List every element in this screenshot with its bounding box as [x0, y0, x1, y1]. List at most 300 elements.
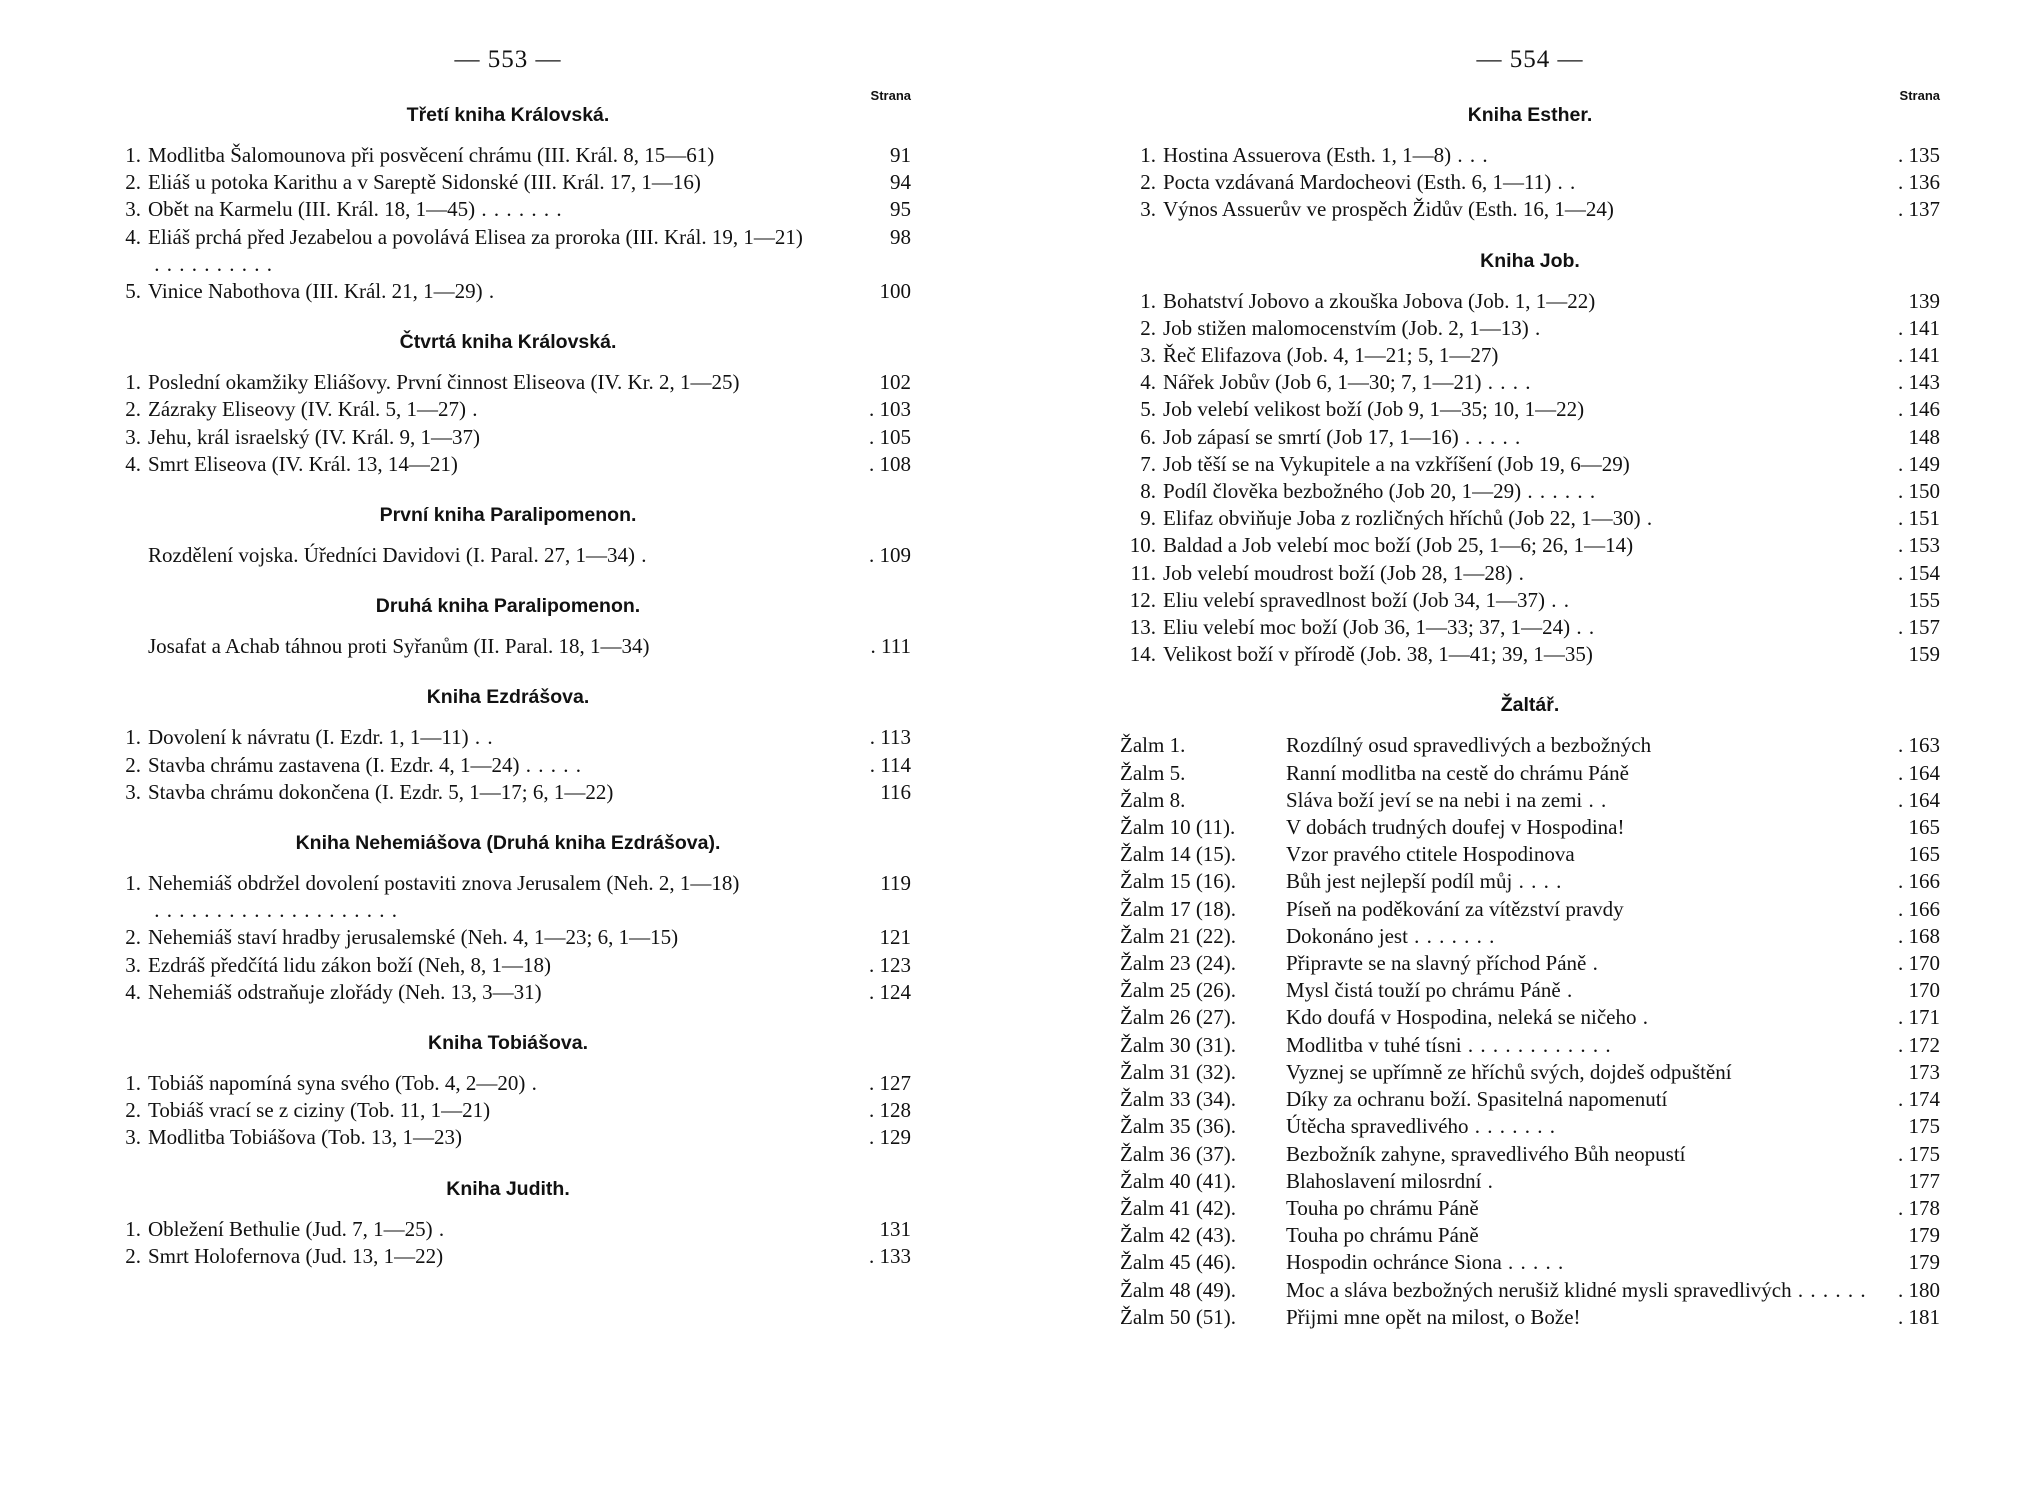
dot-leader: . . . . . . . — [1468, 1114, 1557, 1139]
entry-title — [148, 779, 859, 806]
psalm-title-text: Sláva boží jeví se na nebi i na zemi — [1286, 787, 1583, 812]
toc-section — [105, 1174, 911, 1270]
entry-number: 1. — [1140, 143, 1156, 167]
psalm-title — [1286, 1277, 1888, 1304]
entry-title — [1163, 369, 1888, 396]
psalm-page-number: 177 — [1908, 1168, 1940, 1193]
entry-page-number: . 133 — [869, 1243, 911, 1268]
entry-title-text: Tobiáš napomíná syna svého (Tob. 4, 2—20) — [148, 1071, 526, 1096]
entry-title — [148, 369, 859, 396]
dot-leader: . . . . . . — [1521, 479, 1597, 504]
psalm-title-text: Vzor pravého ctitele Hospodinova — [1286, 842, 1575, 867]
entry-number: 8. — [1140, 479, 1156, 504]
entry-number: 3. — [1140, 343, 1156, 368]
entry-number: 2. — [1140, 170, 1156, 195]
psalm-title — [1286, 1222, 1888, 1249]
entry-title — [148, 542, 859, 569]
psalm-entry — [1120, 1086, 1940, 1113]
toc-entry — [105, 369, 911, 396]
entry-title — [148, 870, 859, 924]
psalm-entry — [1120, 1141, 1940, 1168]
dot-leader: . . . . . — [1458, 424, 1522, 449]
entry-page-number: . 135 — [1898, 143, 1940, 167]
psalm-label: Žalm 35 (36). — [1120, 1114, 1237, 1139]
entry-page-number: . 128 — [869, 1098, 911, 1123]
section-title: Čtvrtá kniha Královská. — [399, 331, 617, 354]
dot-leader: . . . . . . . . . . — [148, 251, 273, 276]
psalm-title-text: Rozdílný osud spravedlivých a bezbožných — [1286, 733, 1652, 758]
psalm-title-text: Touha po chrámu Páně — [1286, 1223, 1479, 1248]
entry-number: 4. — [125, 451, 141, 476]
psalm-title — [1286, 1249, 1888, 1276]
toc-entry — [105, 979, 911, 1006]
dot-leader: . — [1512, 560, 1525, 585]
dot-leader: . . . . — [1481, 370, 1532, 395]
psalm-title-text: Touha po chrámu Páně — [1286, 1195, 1479, 1220]
psalm-title-text: V dobách trudných doufej v Hospodina! — [1286, 815, 1625, 840]
psalm-title — [1286, 732, 1888, 759]
psalm-label: Žalm 45 (46). — [1120, 1250, 1237, 1275]
psalm-title — [1286, 1004, 1888, 1031]
section-title: První kniha Paralipomenon. — [379, 504, 637, 527]
entry-number: 2. — [125, 170, 141, 195]
toc-entry — [1120, 342, 1940, 369]
psalm-title — [1286, 1141, 1888, 1168]
dot-leader: . . — [468, 725, 494, 750]
psalm-title — [1286, 1086, 1888, 1113]
dot-leader: . . . — [1451, 143, 1489, 167]
dot-leader: . — [1636, 1005, 1649, 1030]
entry-title-text: Job velebí velikost boží (Job 9, 1—35; 10, 1—22) — [1163, 397, 1585, 422]
entry-title-text: Výnos Assuerův ve prospěch Židův (Esth. 16, 1—24) — [1163, 197, 1614, 222]
psalm-title — [1286, 977, 1888, 1004]
entry-title-text: Nářek Jobův (Job 6, 1—30; 7, 1—21) — [1163, 370, 1482, 395]
entry-page-number: . 108 — [869, 451, 911, 476]
entry-page-number: . 123 — [869, 952, 911, 977]
entry-title — [1163, 196, 1888, 223]
entry-number: 1. — [125, 1216, 141, 1241]
psalm-page-number: 175 — [1908, 1114, 1940, 1139]
toc-entry — [105, 1124, 911, 1151]
entry-number: 12. — [1129, 587, 1156, 612]
toc-entry — [105, 724, 911, 751]
section-title: Kniha Nehemiášova (Druhá kniha Ezdrášova). — [295, 832, 721, 855]
psalm-entry — [1120, 1059, 1940, 1086]
entry-title — [148, 1070, 859, 1097]
toc-entry — [105, 169, 911, 196]
entry-number: 1. — [1140, 288, 1156, 313]
psalm-entry — [1120, 977, 1940, 1004]
entry-number: 9. — [1140, 506, 1156, 531]
entry-number: 1. — [125, 871, 141, 896]
entry-number: 4. — [125, 979, 141, 1004]
dot-leader: . — [466, 397, 479, 422]
psalm-page-number: . 178 — [1898, 1195, 1940, 1220]
psalm-label: Žalm 41 (42). — [1120, 1195, 1237, 1220]
psalm-label: Žalm 26 (27). — [1120, 1005, 1237, 1030]
psalm-entry — [1120, 1277, 1940, 1304]
dot-leader: . . — [1582, 787, 1608, 812]
toc-entry — [1120, 396, 1940, 423]
entry-number: 1. — [125, 370, 141, 395]
entry-page-number: . 114 — [869, 752, 911, 777]
entry-title — [1163, 614, 1888, 641]
psalm-page-number: . 170 — [1898, 951, 1940, 976]
entry-title — [148, 1216, 859, 1243]
entry-title-text: Eliu velebí moc boží (Job 36, 1—33; 37, 1—24) — [1163, 615, 1571, 640]
section-title: Kniha Job. — [1480, 249, 1580, 272]
entry-title — [1163, 641, 1888, 668]
entry-number: 3. — [125, 952, 141, 977]
psalm-title — [1286, 950, 1888, 977]
psalm-label: Žalm 50 (51). — [1120, 1304, 1237, 1329]
entry-title — [148, 633, 859, 660]
psalm-title — [1286, 1032, 1888, 1059]
dot-leader: . — [1528, 315, 1542, 340]
entry-title — [148, 424, 859, 451]
psalm-entry — [1120, 1168, 1940, 1195]
toc-entry — [105, 1216, 911, 1243]
entry-number: 3. — [125, 197, 141, 222]
psalm-page-number: . 163 — [1898, 733, 1940, 758]
entry-title — [1163, 169, 1888, 196]
entry-title — [148, 724, 859, 751]
entry-title-text: Elifaz obviňuje Joba z rozličných hříchů (Job 22, 1—30) — [1163, 506, 1641, 531]
entry-number: 4. — [125, 224, 141, 249]
dot-leader: . . . . . — [1501, 1250, 1565, 1275]
entry-number: 1. — [125, 725, 141, 750]
entry-number: 5. — [125, 279, 141, 304]
entry-page-number: . 150 — [1898, 479, 1940, 504]
entry-title-text: Smrt Holofernova (Jud. 13, 1—22) — [148, 1243, 444, 1268]
psalm-label: Žalm 23 (24). — [1120, 951, 1237, 976]
section-title: Kniha Esther. — [1467, 104, 1593, 126]
section-title: Žaltář. — [1500, 694, 1560, 717]
psalm-entry — [1120, 1195, 1940, 1222]
dot-leader: . . — [1545, 587, 1571, 612]
psalm-title-text: Přijmi mne opět na milost, o Bože! — [1286, 1304, 1581, 1329]
entry-title-text: Eliáš prchá před Jezabelou a povolává Elisea za proroka (III. Král. 19, 1—21) — [148, 224, 803, 249]
left-page-column-header: Strana — [870, 88, 911, 103]
entry-page-number: 100 — [879, 279, 911, 304]
entry-number: 7. — [1140, 451, 1156, 476]
dot-leader: . . . . . . . — [475, 197, 563, 222]
psalm-title-text: Kdo doufá v Hospodina, neleká se ničeho — [1286, 1005, 1637, 1030]
toc-entry — [1120, 196, 1940, 223]
psalm-entry — [1120, 787, 1940, 814]
toc-entry — [105, 142, 911, 169]
entry-page-number: . 109 — [869, 543, 911, 568]
toc-entry — [105, 633, 911, 660]
entry-title-text: Velikost boží v přírodě (Job. 38, 1—41; 39, 1—35) — [1163, 642, 1593, 667]
toc-entry — [1120, 169, 1940, 196]
entry-title-text: Modlitba Tobiášova (Tob. 13, 1—23) — [148, 1125, 462, 1150]
psalm-page-number: . 174 — [1898, 1087, 1940, 1112]
entry-title — [148, 451, 859, 478]
entry-page-number: . 141 — [1898, 315, 1940, 340]
psalm-page-number: . 172 — [1898, 1032, 1940, 1057]
psalm-label: Žalm 30 (31). — [1120, 1032, 1237, 1057]
dot-leader: . . . . . . . — [1407, 923, 1496, 948]
entry-title — [1163, 142, 1888, 169]
entry-title — [148, 278, 859, 305]
psalm-entry — [1120, 1222, 1940, 1249]
entry-page-number: 95 — [890, 197, 911, 222]
dot-leader: . — [525, 1071, 538, 1096]
psalm-label: Žalm 21 (22). — [1120, 923, 1237, 948]
entry-title-text: Smrt Eliseova (IV. Král. 13, 14—21) — [148, 451, 458, 476]
toc-entry — [1120, 560, 1940, 587]
entry-page-number: . 143 — [1898, 370, 1940, 395]
entry-title — [1163, 587, 1888, 614]
entry-number: 13. — [1129, 615, 1156, 640]
toc-entry — [105, 1243, 911, 1270]
psalm-label: Žalm 8. — [1120, 787, 1186, 812]
entry-title — [148, 1243, 859, 1270]
psalm-title-text: Píseň na poděkování za vítězství pravdy — [1286, 896, 1624, 921]
toc-section — [1120, 100, 1940, 224]
entry-title-text: Dovolení k návratu (I. Ezdr. 1, 1—11) — [148, 725, 469, 750]
psalm-title — [1286, 1059, 1888, 1086]
psalm-title-text: Hospodin ochránce Siona — [1286, 1250, 1502, 1275]
entry-page-number: 116 — [880, 779, 911, 804]
psalm-title — [1286, 1195, 1888, 1222]
psalm-label: Žalm 25 (26). — [1120, 978, 1237, 1003]
entry-number: 14. — [1129, 642, 1156, 667]
entry-page-number: 148 — [1908, 424, 1940, 449]
psalm-title — [1286, 760, 1888, 787]
toc-section — [105, 828, 911, 1006]
psalm-page-number: 179 — [1908, 1223, 1940, 1248]
entry-number: 2. — [125, 1243, 141, 1268]
entry-page-number: . 129 — [869, 1125, 911, 1150]
entry-page-number: . 111 — [870, 634, 911, 659]
left-page-number: — 553 — — [454, 46, 562, 73]
dot-leader: . . . . . . . . . . . . — [1461, 1032, 1612, 1057]
entry-title-text: Hostina Assuerova (Esth. 1, 1—8) — [1163, 143, 1452, 167]
psalm-title — [1286, 841, 1888, 868]
entry-title — [1163, 451, 1888, 478]
psalm-entry — [1120, 1004, 1940, 1031]
psalm-label: Žalm 10 (11). — [1120, 815, 1236, 840]
entry-page-number: 139 — [1908, 288, 1940, 313]
toc-entry — [105, 451, 911, 478]
right-page-column-header: Strana — [1899, 88, 1940, 103]
toc-entry — [1120, 369, 1940, 396]
psalm-label: Žalm 40 (41). — [1120, 1168, 1237, 1193]
psalm-entry — [1120, 1304, 1940, 1331]
entry-title-text: Řeč Elifazova (Job. 4, 1—21; 5, 1—27) — [1163, 343, 1499, 368]
entry-number: 4. — [1140, 370, 1156, 395]
psalm-title — [1286, 1304, 1888, 1331]
section-title: Kniha Judith. — [446, 1177, 570, 1200]
entry-title-text: Stavba chrámu zastavena (I. Ezdr. 4, 1—24) — [148, 752, 520, 777]
entry-page-number: . 136 — [1898, 170, 1940, 195]
toc-entry — [105, 924, 911, 951]
entry-title-text: Bohatství Jobovo a zkouška Jobova (Job. 1, 1—22) — [1163, 288, 1596, 313]
entry-page-number: 91 — [890, 143, 911, 167]
toc-section — [105, 500, 911, 569]
entry-title-text: Job těší se na Vykupitele a na vzkříšení (Job 19, 6—29) — [1163, 451, 1630, 476]
psalm-title-text: Připravte se na slavný příchod Páně — [1286, 951, 1587, 976]
toc-entry — [105, 1070, 911, 1097]
psalm-entry — [1120, 896, 1940, 923]
entry-title — [148, 196, 859, 223]
left-toc — [105, 100, 911, 1292]
entry-number: 5. — [1140, 397, 1156, 422]
entry-title-text: Pocta vzdávaná Mardocheovi (Esth. 6, 1—11) — [1163, 170, 1552, 195]
psalm-page-number: . 171 — [1898, 1005, 1940, 1030]
entry-title-text: Nehemiáš odstraňuje zlořády (Neh. 13, 3—31) — [148, 979, 542, 1004]
dot-leader: . — [634, 543, 648, 568]
entry-page-number: 121 — [879, 925, 911, 950]
psalm-page-number: . 175 — [1898, 1141, 1940, 1166]
psalm-title-text: Vyznej se upřímně ze hříchů svých, dojdeš odpuštění — [1286, 1059, 1732, 1084]
psalm-page-number: 165 — [1908, 842, 1940, 867]
psalm-label: Žalm 42 (43). — [1120, 1223, 1237, 1248]
entry-number: 10. — [1129, 533, 1156, 558]
section-title: Druhá kniha Paralipomenon. — [375, 595, 641, 618]
right-page-number: — 554 — — [1476, 46, 1584, 73]
right-toc — [1120, 100, 1940, 1353]
entry-number: 1. — [125, 1071, 141, 1096]
entry-page-number: . 103 — [869, 397, 911, 422]
dot-leader: . . — [1570, 615, 1596, 640]
toc-entry — [105, 196, 911, 223]
psalm-label: Žalm 14 (15). — [1120, 842, 1237, 867]
entry-title-text: Vinice Nabothova (III. Král. 21, 1—29) — [148, 279, 483, 304]
psalm-entry — [1120, 868, 1940, 895]
entry-title — [1163, 342, 1888, 369]
entry-title — [148, 952, 859, 979]
psalm-page-number: . 181 — [1898, 1304, 1940, 1329]
entry-page-number: 159 — [1908, 642, 1940, 667]
entry-page-number: . 141 — [1898, 343, 1940, 368]
entry-title-text: Modlitba Šalomounova při posvěcení chrámu (III. Král. 8, 15—61) — [148, 143, 715, 167]
toc-entry — [105, 779, 911, 806]
entry-page-number: . 154 — [1898, 560, 1940, 585]
toc-section — [105, 1028, 911, 1152]
toc-entry — [1120, 532, 1940, 559]
entry-page-number: . 105 — [869, 424, 911, 449]
entry-title-text: Obležení Bethulie (Jud. 7, 1—25) — [148, 1216, 433, 1241]
psalm-entry — [1120, 1032, 1940, 1059]
entry-title-text: Ezdráš předčítá lidu zákon boží (Neh, 8, 1—18) — [148, 952, 551, 977]
psalm-title-text: Blahoslavení milosrdní — [1286, 1168, 1482, 1193]
entry-title — [148, 396, 859, 423]
toc-entry — [105, 870, 911, 924]
psalm-title — [1286, 896, 1888, 923]
right-page — [1120, 0, 1940, 1500]
psalm-title-text: Útěcha spravedlivého — [1286, 1114, 1469, 1139]
entry-title — [148, 1124, 859, 1151]
toc-section — [105, 591, 911, 660]
entry-title-text: Podíl člověka bezbožného (Job 20, 1—29) — [1163, 479, 1522, 504]
toc-entry — [105, 752, 911, 779]
dot-leader: . . — [1551, 170, 1577, 195]
dot-leader: . — [1586, 951, 1599, 976]
entry-title-text: Baldad a Job velebí moc boží (Job 25, 1—6; 26, 1—14) — [1163, 533, 1634, 558]
toc-section — [1120, 690, 1940, 1330]
toc-entry — [1120, 424, 1940, 451]
entry-title — [148, 1097, 859, 1124]
dot-leader: . — [1481, 1168, 1494, 1193]
entry-title-text: Job stižen malomocenstvím (Job. 2, 1—13) — [1163, 315, 1529, 340]
entry-title — [148, 169, 859, 196]
psalm-page-number: 173 — [1908, 1059, 1940, 1084]
entry-page-number: 102 — [879, 370, 911, 395]
entry-title — [148, 142, 859, 169]
entry-title-text: Stavba chrámu dokončena (I. Ezdr. 5, 1—17; 6, 1—22) — [148, 779, 614, 804]
psalm-label: Žalm 1. — [1120, 733, 1186, 758]
entry-title-text: Josafat a Achab táhnou proti Syřanům (II. Paral. 18, 1—34) — [148, 634, 650, 659]
dot-leader: . — [482, 279, 496, 304]
psalm-entry — [1120, 732, 1940, 759]
entry-page-number: . 151 — [1898, 506, 1940, 531]
psalm-page-number: 179 — [1908, 1250, 1940, 1275]
entry-title — [1163, 396, 1888, 423]
entry-page-number: . 149 — [1898, 451, 1940, 476]
toc-section — [1120, 246, 1940, 669]
entry-title-text: Tobiáš vrací se z ciziny (Tob. 11, 1—21) — [148, 1098, 491, 1123]
entry-title-text: Obět na Karmelu (III. Král. 18, 1—45) — [148, 197, 476, 222]
entry-page-number: . 146 — [1898, 397, 1940, 422]
toc-entry — [105, 1097, 911, 1124]
toc-entry — [1120, 587, 1940, 614]
entry-title-text: Jehu, král israelský (IV. Král. 9, 1—37) — [148, 424, 481, 449]
entry-title-text: Job zápasí se smrtí (Job 17, 1—16) — [1163, 424, 1459, 449]
psalm-page-number: . 180 — [1898, 1277, 1940, 1302]
psalm-page-number: 165 — [1908, 815, 1940, 840]
dot-leader: . — [1640, 506, 1654, 531]
psalm-label: Žalm 5. — [1120, 760, 1186, 785]
entry-page-number: . 113 — [869, 725, 911, 750]
entry-number: 2. — [1140, 315, 1156, 340]
entry-page-number: 131 — [879, 1216, 911, 1241]
entry-number: 2. — [125, 397, 141, 422]
psalm-title — [1286, 868, 1888, 895]
toc-section — [105, 327, 911, 478]
entry-number: 2. — [125, 925, 141, 950]
entry-number: 2. — [125, 1098, 141, 1123]
entry-page-number: . 153 — [1898, 533, 1940, 558]
toc-entry — [105, 396, 911, 423]
entry-number: 3. — [1140, 197, 1156, 222]
toc-entry — [1120, 614, 1940, 641]
entry-title — [148, 979, 859, 1006]
dot-leader: . . . . . . — [1791, 1277, 1867, 1302]
toc-entry — [1120, 505, 1940, 532]
psalm-page-number: . 168 — [1898, 923, 1940, 948]
entry-number: 3. — [125, 779, 141, 804]
psalm-page-number: 170 — [1908, 978, 1940, 1003]
dot-leader: . . . . . — [519, 752, 582, 777]
psalm-title-text: Bůh jest nejlepší podíl můj — [1286, 869, 1513, 894]
entry-title-text: Nehemiáš staví hradby jerusalemské (Neh. 4, 1—23; 6, 1—15) — [148, 925, 679, 950]
psalm-page-number: . 164 — [1898, 760, 1940, 785]
entry-number: 11. — [1130, 560, 1156, 585]
entry-page-number: . 124 — [869, 979, 911, 1004]
psalm-entry — [1120, 923, 1940, 950]
psalm-title — [1286, 787, 1888, 814]
entry-title-text: Rozdělení vojska. Úředníci Davidovi (I. Paral. 27, 1—34) — [148, 543, 635, 568]
psalm-label: Žalm 48 (49). — [1120, 1277, 1237, 1302]
toc-entry — [105, 224, 911, 278]
entry-title — [1163, 315, 1888, 342]
psalm-title-text: Modlitba v tuhé tísni — [1286, 1032, 1462, 1057]
entry-title-text: Nehemiáš obdržel dovolení postaviti znova Jerusalem (Neh. 2, 1—18) — [148, 871, 740, 896]
psalm-title — [1286, 923, 1888, 950]
